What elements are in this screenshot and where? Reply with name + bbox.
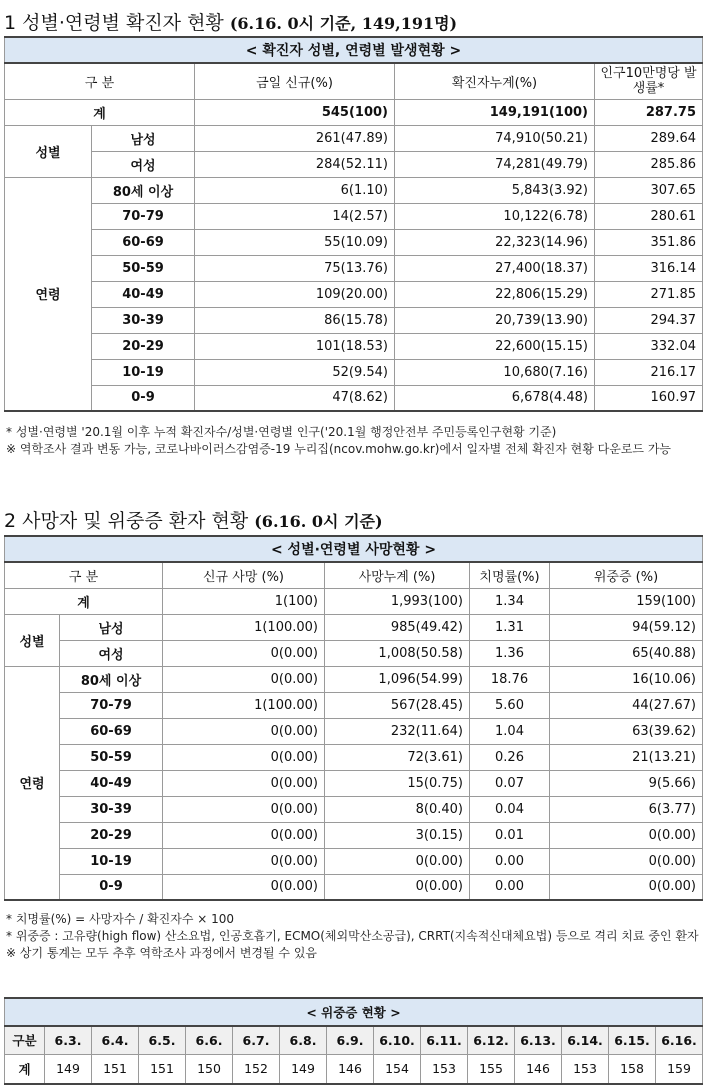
cell-rate: 271.85: [595, 281, 703, 307]
section2-title-date: (6.16. 0시 기준): [254, 512, 383, 531]
cell-cumulative: 22,600(15.15): [395, 333, 595, 359]
cell-cumulative: 5,843(3.92): [395, 177, 595, 203]
cell-severe: 44(27.67): [550, 692, 703, 718]
severe-count: 155: [468, 1054, 515, 1084]
cell-new: 55(10.09): [195, 229, 395, 255]
severe-count: 158: [609, 1054, 656, 1084]
cell-new-deaths: 0(0.00): [163, 744, 325, 770]
severe-count: 150: [186, 1054, 233, 1084]
total-cumulative-deaths: 1,993(100): [325, 588, 470, 614]
cell-fatality: 1.36: [470, 640, 550, 666]
severe-count: 149: [280, 1054, 327, 1084]
cell-cumulative-deaths: 0(0.00): [325, 874, 470, 900]
cell-severe: 21(13.21): [550, 744, 703, 770]
cell-cumulative: 74,910(50.21): [395, 125, 595, 151]
header-new-deaths: 신규 사망 (%): [163, 562, 325, 588]
cell-cumulative: 10,680(7.16): [395, 359, 595, 385]
date-header: 6.7.: [233, 1026, 280, 1054]
cell-cumulative: 27,400(18.37): [395, 255, 595, 281]
cell-cumulative: 74,281(49.79): [395, 151, 595, 177]
age-group-label: 연령: [5, 177, 92, 411]
section2-notes: [6, 911, 702, 962]
date-header: 6.6.: [186, 1026, 233, 1054]
row-label: 70-79: [60, 692, 163, 718]
cell-rate: 289.64: [595, 125, 703, 151]
row-label: 70-79: [92, 203, 195, 229]
row-label: 50-59: [60, 744, 163, 770]
cell-new-deaths: 1(100.00): [163, 692, 325, 718]
cell-cumulative: 10,122(6.78): [395, 203, 595, 229]
row-label: 0-9: [92, 385, 195, 411]
row-label: 80세 이상: [60, 666, 163, 692]
section1-title-date: (6.16. 0시 기준, 149,191명): [229, 14, 458, 33]
header-category: 구 분: [5, 63, 195, 99]
cell-cumulative: 22,806(15.29): [395, 281, 595, 307]
cell-rate: 294.37: [595, 307, 703, 333]
cell-new: 52(9.54): [195, 359, 395, 385]
total-new: 545(100): [195, 99, 395, 125]
cell-cumulative-deaths: 1,096(54.99): [325, 666, 470, 692]
cell-new-deaths: 0(0.00): [163, 848, 325, 874]
row-label: 10-19: [60, 848, 163, 874]
cell-new-deaths: 0(0.00): [163, 796, 325, 822]
note-rate-definition: * 성별·연령별 '20.1월 이후 누적 확진자수/성별·연령별 인구('20.1월 행정안전부 주민등록인구현황 기준): [6, 425, 557, 439]
cell-new-deaths: 1(100.00): [163, 614, 325, 640]
total-label: 계: [5, 588, 163, 614]
cell-fatality: 0.04: [470, 796, 550, 822]
age-group-label: 연령: [5, 666, 60, 900]
total-fatality: 1.34: [470, 588, 550, 614]
cell-cumulative-deaths: 1,008(50.58): [325, 640, 470, 666]
date-header: 6.13.: [515, 1026, 562, 1054]
header-new: 금일 신규(%): [195, 63, 395, 99]
row-label: 10-19: [92, 359, 195, 385]
severe-trend-caption: < 위중증 현황 >: [5, 998, 703, 1026]
cell-fatality: 0.01: [470, 822, 550, 848]
total-rate: 287.75: [595, 99, 703, 125]
severe-count: 151: [92, 1054, 139, 1084]
deaths-table: [4, 535, 703, 901]
section2-title: [4, 506, 383, 533]
cell-severe: 94(59.12): [550, 614, 703, 640]
cell-fatality: 1.04: [470, 718, 550, 744]
cell-cumulative-deaths: 8(0.40): [325, 796, 470, 822]
cell-new-deaths: 0(0.00): [163, 822, 325, 848]
sex-group-label: 성별: [5, 125, 92, 177]
cell-rate: 216.17: [595, 359, 703, 385]
cell-severe: 16(10.06): [550, 666, 703, 692]
total-label: 계: [5, 1054, 45, 1084]
severe-count: 146: [327, 1054, 374, 1084]
cell-rate: 316.14: [595, 255, 703, 281]
cell-severe: 9(5.66): [550, 770, 703, 796]
date-header: 6.3.: [45, 1026, 92, 1054]
date-header: 6.14.: [562, 1026, 609, 1054]
cell-new-deaths: 0(0.00): [163, 718, 325, 744]
severe-count: 159: [656, 1054, 703, 1084]
header-rate: 인구10만명당 발생률*: [595, 63, 703, 99]
cell-fatality: 18.76: [470, 666, 550, 692]
confirmed-table-caption: < 확진자 성별, 연령별 발생현황 >: [5, 37, 703, 63]
cell-rate: 307.65: [595, 177, 703, 203]
cell-new-deaths: 0(0.00): [163, 770, 325, 796]
row-label: 30-39: [60, 796, 163, 822]
severe-count: 154: [374, 1054, 421, 1084]
severe-count: 151: [139, 1054, 186, 1084]
cell-new: 261(47.89): [195, 125, 395, 151]
row-label: 30-39: [92, 307, 195, 333]
note-fatality-definition: * 치명률(%) = 사망자수 / 확진자수 × 100: [6, 912, 235, 926]
total-cumulative: 149,191(100): [395, 99, 595, 125]
total-new-deaths: 1(100): [163, 588, 325, 614]
row-label: 50-59: [92, 255, 195, 281]
cell-new: 14(2.57): [195, 203, 395, 229]
cell-fatality: 0.00: [470, 848, 550, 874]
date-header: 6.16.: [656, 1026, 703, 1054]
header-cumulative-deaths: 사망누계 (%): [325, 562, 470, 588]
cell-fatality: 1.31: [470, 614, 550, 640]
cell-fatality: 0.07: [470, 770, 550, 796]
row-label: 남성: [60, 614, 163, 640]
cell-new-deaths: 0(0.00): [163, 666, 325, 692]
section1-title: [4, 8, 457, 35]
cell-severe: 65(40.88): [550, 640, 703, 666]
cell-cumulative: 22,323(14.96): [395, 229, 595, 255]
cell-new: 101(18.53): [195, 333, 395, 359]
cell-fatality: 0.00: [470, 874, 550, 900]
row-label: 60-69: [92, 229, 195, 255]
section2-title-prefix: 2 사망자 및 위중증 환자 현황: [4, 510, 249, 532]
date-header: 6.15.: [609, 1026, 656, 1054]
section1-title-prefix: 1 성별·연령별 확진자 현황: [4, 12, 224, 34]
row-label: 여성: [60, 640, 163, 666]
cell-new: 109(20.00): [195, 281, 395, 307]
cell-cumulative-deaths: 985(49.42): [325, 614, 470, 640]
cell-severe: 0(0.00): [550, 848, 703, 874]
severe-count: 152: [233, 1054, 280, 1084]
cell-severe: 63(39.62): [550, 718, 703, 744]
row-label: 40-49: [92, 281, 195, 307]
row-label: 20-29: [92, 333, 195, 359]
cell-new: 47(8.62): [195, 385, 395, 411]
cell-new: 6(1.10): [195, 177, 395, 203]
severe-trend-table: [4, 997, 703, 1085]
row-label: 60-69: [60, 718, 163, 744]
date-header: 6.4.: [92, 1026, 139, 1054]
cell-rate: 160.97: [595, 385, 703, 411]
date-header: 6.9.: [327, 1026, 374, 1054]
deaths-table-caption: < 성별·연령별 사망현황 >: [5, 536, 703, 562]
row-label: 80세 이상: [92, 177, 195, 203]
note-statistics-change: ※ 상기 통계는 모두 추후 역학조사 과정에서 변경될 수 있음: [6, 946, 318, 960]
cell-rate: 285.86: [595, 151, 703, 177]
severe-count: 153: [421, 1054, 468, 1084]
row-label: 여성: [92, 151, 195, 177]
note-download: ※ 역학조사 결과 변동 가능, 코로나바이러스감염증-19 누리집(ncov.mohw.go.kr)에서 일자별 전체 확진자 현황 다운로드 가능: [6, 442, 672, 456]
date-header: 6.8.: [280, 1026, 327, 1054]
note-severe-definition: * 위중증 : 고유량(high flow) 산소요법, 인공호흡기, ECMO(체외막산소공급), CRRT(지속적신대체요법) 등으로 격리 치료 중인 환자: [6, 929, 699, 943]
row-label: 남성: [92, 125, 195, 151]
cell-rate: 351.86: [595, 229, 703, 255]
header-fatality: 치명률(%): [470, 562, 550, 588]
cell-cumulative-deaths: 15(0.75): [325, 770, 470, 796]
cell-fatality: 0.26: [470, 744, 550, 770]
cell-severe: 6(3.77): [550, 796, 703, 822]
cell-cumulative-deaths: 3(0.15): [325, 822, 470, 848]
cell-new-deaths: 0(0.00): [163, 640, 325, 666]
confirmed-cases-table: [4, 36, 703, 412]
total-severe: 159(100): [550, 588, 703, 614]
cell-new: 284(52.11): [195, 151, 395, 177]
row-label: 0-9: [60, 874, 163, 900]
severe-count: 149: [45, 1054, 92, 1084]
header-cumulative: 확진자누계(%): [395, 63, 595, 99]
header-category: 구 분: [5, 562, 163, 588]
header-severe: 위중증 (%): [550, 562, 703, 588]
cell-new-deaths: 0(0.00): [163, 874, 325, 900]
cell-cumulative: 6,678(4.48): [395, 385, 595, 411]
section1-notes: [6, 424, 702, 458]
cell-cumulative: 20,739(13.90): [395, 307, 595, 333]
severe-count: 146: [515, 1054, 562, 1084]
cell-rate: 332.04: [595, 333, 703, 359]
row-label: 20-29: [60, 822, 163, 848]
cell-new: 86(15.78): [195, 307, 395, 333]
cell-severe: 0(0.00): [550, 822, 703, 848]
sex-group-label: 성별: [5, 614, 60, 666]
cell-cumulative-deaths: 72(3.61): [325, 744, 470, 770]
cell-cumulative-deaths: 0(0.00): [325, 848, 470, 874]
severe-count: 153: [562, 1054, 609, 1084]
cell-cumulative-deaths: 232(11.64): [325, 718, 470, 744]
date-header: 6.11.: [421, 1026, 468, 1054]
cell-rate: 280.61: [595, 203, 703, 229]
cell-new: 75(13.76): [195, 255, 395, 281]
total-label: 계: [5, 99, 195, 125]
cell-severe: 0(0.00): [550, 874, 703, 900]
date-header: 6.12.: [468, 1026, 515, 1054]
date-header: 6.5.: [139, 1026, 186, 1054]
row-label: 40-49: [60, 770, 163, 796]
date-header: 6.10.: [374, 1026, 421, 1054]
cell-cumulative-deaths: 567(28.45): [325, 692, 470, 718]
cell-fatality: 5.60: [470, 692, 550, 718]
row-header-category: 구분: [5, 1026, 45, 1054]
